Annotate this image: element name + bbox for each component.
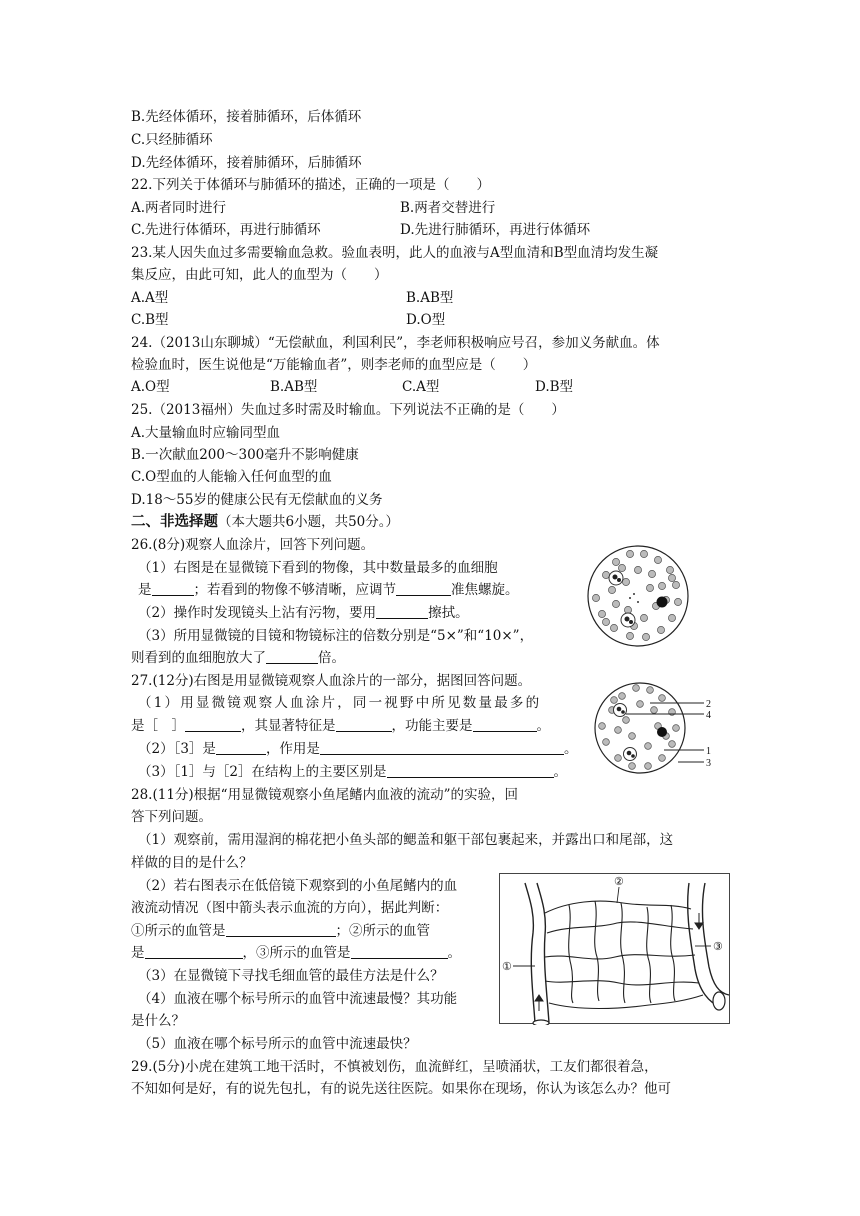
q24-stem-line2: 检验血时，医生说他是“万能输血者”，则李老师的血型应是（ ）	[131, 357, 537, 373]
q28-part3: （3）在显微镜下寻找毛细血管的最佳方法是什么？	[138, 968, 444, 984]
q28-part2-line2: 液流动情况（图中箭头表示血流的方向），据此判断：	[131, 900, 449, 916]
figure-label: ①	[502, 961, 512, 973]
q25-option-d: D.18～55岁的健康公民有无偿献血的义务	[131, 492, 383, 508]
q27-part2	[138, 739, 577, 759]
q22-option-d: D.先进行肺循环，再进行体循环	[400, 222, 591, 238]
section-heading	[131, 512, 399, 532]
text: 是	[131, 945, 145, 961]
answer-blank[interactable]	[336, 717, 392, 732]
q23-option-c: C.B型	[131, 312, 169, 328]
q24-option-d: D.B型	[535, 379, 574, 395]
q23-stem-line2: 集反应，由此可知，此人的血型为（ ）	[131, 267, 388, 283]
q28-part4-line1: （4）血液在哪个标号所示的血管中流速最慢？其功能	[138, 991, 458, 1007]
answer-blank[interactable]	[266, 649, 318, 664]
q21-option-c: C.只经肺循环	[131, 132, 213, 148]
q28-part2-line1: （2）若右图表示在低倍镜下观察到的小鱼尾鳍内的血	[138, 878, 458, 894]
text: 。	[563, 741, 578, 757]
text: 擦拭。	[428, 605, 469, 621]
q21-option-d: D.先经体循环，接着肺循环，后肺循环	[131, 155, 362, 171]
figure-label: ③	[713, 941, 723, 953]
q23-option-a: A.A型	[131, 290, 169, 306]
blood-smear-labelled-figure-q27	[592, 670, 717, 785]
q26-part2	[138, 603, 469, 623]
q25-option-b: B.一次献血200～300毫升不影响健康	[131, 447, 359, 463]
section-title: 二、非选择题	[131, 513, 218, 530]
q22-option-a: A.两者同时进行	[131, 200, 227, 216]
q28-part4-line2: 是什么？	[131, 1013, 185, 1029]
text: ，作用是	[265, 741, 320, 757]
text: （3）［1］与［2］在结构上的主要区别是	[138, 764, 387, 780]
answer-blank[interactable]	[473, 717, 537, 732]
q29-line1: 29.(5分)小虎在建筑工地干活时，不慎被划伤，血流鲜红，呈喷涌状，工友们都很着急，	[131, 1059, 658, 1075]
q27-part3	[138, 762, 567, 782]
q26-stem: 26.(8分)观察人血涂片，回答下列问题。	[131, 537, 375, 553]
text: ①所示的血管是	[131, 923, 226, 939]
q27-stem: 27.(12分)右图是用显微镜观察人血涂片的一部分，据图回答问题。	[131, 673, 532, 689]
q26-part3-line1: （3）所用显微镜的目镜和物镜标注的倍数分别是“5×”和“10×”，	[138, 628, 534, 644]
q21-option-b: B.先经体循环，接着肺循环，后体循环	[131, 109, 362, 125]
answer-blank[interactable]	[145, 944, 243, 959]
q24-option-a: A.O型	[131, 379, 170, 395]
text: 准焦螺旋。	[451, 582, 519, 598]
figure-label: 4	[706, 710, 711, 721]
q26-part3-line2	[131, 648, 345, 668]
q28-part2-line3	[131, 921, 430, 941]
q25-option-c: C.O型血的人能输入任何血型的血	[131, 469, 332, 485]
q27-part1-line1: （1）用显微镜观察人血涂片，同一视野中所见数量最多的	[138, 695, 542, 711]
q25-stem: 25.（2013福州）失血过多时需及时输血。下列说法不正确的是（ ）	[131, 402, 565, 418]
q24-stem-line1: 24.（2013山东聊城）“无偿献血，利国利民”，李老师积极响应号召，参加义务献血。体	[131, 335, 660, 351]
q28-part5: （5）血液在哪个标号所示的血管中流速最快？	[138, 1036, 417, 1052]
q22-stem: 22.下列关于体循环与肺循环的描述，正确的一项是（ ）	[131, 177, 490, 193]
q23-stem-line1: 23.某人因失血过多需要输血急救。验血表明，此人的血液与A型血清和B型血清均发生凝	[131, 245, 659, 261]
figure-label: 3	[706, 758, 711, 769]
section-note: （本大题共6小题，共50分。）	[218, 514, 400, 530]
text: 。	[536, 718, 550, 734]
q22-option-c: C.先进行体循环，再进行肺循环	[131, 222, 321, 238]
text: （2）操作时发现镜头上沾有污物，要用	[138, 605, 377, 621]
q22-option-b: B.两者交替进行	[400, 200, 496, 216]
text: 是［ ］	[131, 718, 185, 734]
q25-option-a: A.大量输血时应输同型血	[131, 425, 281, 441]
q24-option-b: B.AB型	[270, 379, 318, 395]
answer-blank[interactable]	[387, 763, 554, 778]
text: 。	[553, 764, 568, 780]
q28-stem-line1: 28.(11分)根据“用显微镜观察小鱼尾鳍内血液的流动”的实验，回	[131, 787, 518, 803]
q23-option-d: D.O型	[406, 312, 446, 328]
answer-blank[interactable]	[351, 944, 448, 959]
figure-label: ②	[614, 876, 624, 888]
text: 。	[447, 945, 461, 961]
text: ，功能主要是	[391, 718, 473, 734]
answer-blank[interactable]	[320, 740, 564, 755]
blood-smear-figure-q26	[586, 540, 691, 652]
q27-part1-line2	[131, 716, 550, 736]
text: 则看到的血细胞放大了	[131, 650, 266, 666]
text: 倍。	[318, 650, 345, 666]
q29-line2: 不知如何是好，有的说先包扎，有的说先送往医院。如果你在现场，你认为该怎么办？他可	[131, 1081, 671, 1097]
text: ；若看到的物像不够清晰，应调节	[193, 582, 396, 598]
text: ；②所示的血管	[335, 923, 430, 939]
answer-blank[interactable]	[216, 740, 266, 755]
text: 是	[138, 582, 152, 598]
q26-part1-line1: （1）右图是在显微镜下看到的物像，其中数量最多的血细胞	[138, 560, 498, 576]
q28-part1-line2: 样做的目的是什么？	[131, 855, 253, 871]
answer-blank[interactable]	[376, 604, 428, 619]
q28-stem-line2: 答下列问题。	[131, 809, 212, 825]
answer-blank[interactable]	[185, 717, 241, 732]
text: ，其显著特征是	[241, 718, 336, 734]
q28-part1-line1: （1）观察前，需用湿润的棉花把小鱼头部的鳃盖和躯干部包裹起来，并露出口和尾部，这	[138, 832, 674, 848]
q28-part2-line4	[131, 943, 461, 963]
answer-blank[interactable]	[226, 922, 336, 937]
figure-label: 2	[706, 699, 711, 710]
answer-blank[interactable]	[152, 581, 194, 596]
answer-blank[interactable]	[396, 581, 451, 596]
q24-option-c: C.A型	[402, 379, 440, 395]
q23-option-b: B.AB型	[406, 290, 454, 306]
figure-label: 1	[706, 746, 711, 757]
fish-tail-vessels-figure-q28	[499, 873, 731, 1025]
text: ，③所示的血管是	[242, 945, 351, 961]
q26-part1-line2	[138, 580, 519, 600]
text: （2）［3］是	[138, 741, 216, 757]
